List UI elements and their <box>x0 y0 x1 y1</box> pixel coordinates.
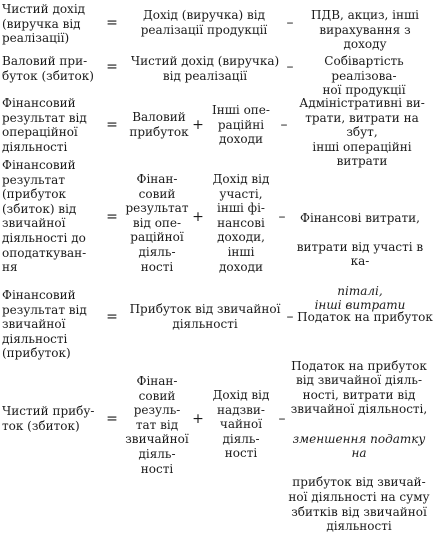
row5-minus-sign: – <box>286 309 294 325</box>
row6-plus-sign: + <box>192 411 204 427</box>
row6-equals-sign: = <box>106 411 118 427</box>
row3-minus-sign: – <box>280 117 288 133</box>
row3-term2: Інші опе- раційні доходи <box>212 103 270 147</box>
row1-equals-sign: = <box>106 15 118 31</box>
row3-term1: Валовий прибуток <box>129 110 189 139</box>
row2-minus-sign: – <box>286 59 294 75</box>
row4-equals-sign: = <box>106 209 118 225</box>
row6-term3 <box>284 344 434 534</box>
row4-plus-sign: + <box>192 209 204 225</box>
row6-term1: Фінан- совий резуль- тат від звичайної діяль- ності <box>125 374 189 476</box>
row5-equals-sign: = <box>106 309 118 325</box>
row4-term3 <box>286 196 434 313</box>
row6-term3-part-a: Податок на прибуток від звичайної діяль- ності, витрати від звичайної діяльності, <box>290 358 428 417</box>
row5-term2: Податок на прибуток <box>297 310 433 324</box>
row6-term3-part-b: зменшення податку на <box>292 431 426 461</box>
row1-minus-sign: – <box>286 15 294 31</box>
row4-term2: Дохід від участі, інші фі- нансові доходи, інші доходи <box>212 172 270 274</box>
row1-term2: ПДВ, акциз, інші вирахування з доходу <box>310 8 420 52</box>
row6-minus-sign: – <box>278 411 286 427</box>
row2-term2: Собівартість реалізова- ної продукції <box>322 54 406 98</box>
row4-label: Фінансовий результат (прибуток (збиток) від звичайної діяльності до оподаткуван- ня <box>2 158 87 275</box>
row4-term3-line3a: піталі, <box>337 283 383 298</box>
row4-minus-sign: – <box>278 209 286 225</box>
row4-term3-line2: витрати від участі в ка- <box>296 239 424 269</box>
row4-term3-line3b: інші витрати <box>314 298 406 313</box>
row4-term3-line1: Фінансові витрати, <box>300 210 420 225</box>
row6-label: Чистий прибу- ток (збиток) <box>2 404 95 433</box>
row6-term3-part-c: прибуток від звичай- ної діяльності на суму збитків від звичайної діяльності <box>288 475 430 534</box>
row2-term1: Чистий дохід (виручка) від реалізації <box>130 54 280 83</box>
row5-term1: Прибуток від звичайної діяльності <box>129 302 281 331</box>
row3-plus-sign: + <box>192 117 204 133</box>
row1-term1: Дохід (виручка) від реалізації продукції <box>140 8 268 37</box>
row3-term3: Адміністративні ви- трати, витрати на збут, інші операційні витрати <box>299 96 425 169</box>
row2-equals-sign: = <box>106 59 118 75</box>
row5-label: Фінансовий результат від звичайної діяльності (прибуток) <box>2 288 87 361</box>
row2-label: Валовий при- буток (збиток) <box>2 54 94 83</box>
row3-label: Фінансовий результат від операційної діяльності <box>2 96 87 154</box>
row1-label: Чистий дохід (виручка від реалізації) <box>2 2 86 46</box>
row3-equals-sign: = <box>106 117 118 133</box>
row4-term1: Фінан- совий результат від опе- раційної діяль- ності <box>125 172 189 274</box>
row6-term2: Дохід від надзви- чайної діяль- ності <box>212 388 270 461</box>
